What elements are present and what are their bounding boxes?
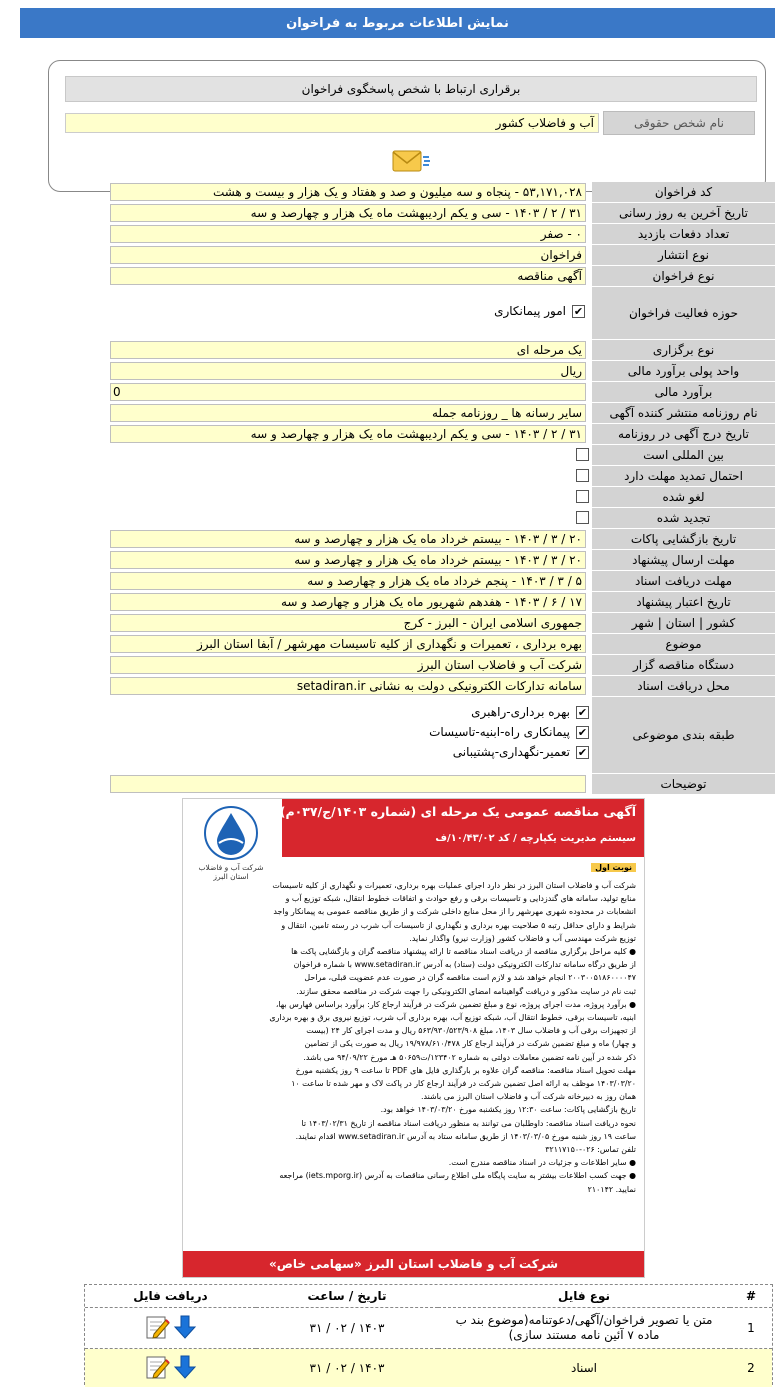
notice-subtitle: سیستم مدیریت یکپارچه / کد ۱۰/۴۳/۰۲/ف: [435, 833, 636, 844]
notice-body-line: ثبت نام در سایت مذکور و دریافت گواهینامه امضای الکترونیکی را جهت شرکت در مناقصه محقق سازند.: [191, 985, 636, 998]
field-label: کشور | استان | شهر: [592, 613, 775, 634]
files-header-row: [85, 1285, 772, 1308]
field-label: احتمال تمدید مهلت دارد: [592, 466, 775, 487]
notice-body-line: ۲۰۰۳۰۰۵۱۸۶۰۰۰۰۴۷ انجام خواهد شد و لازم است مناقصه گران در صورت عدم عضویت قبلی، مراحل: [191, 971, 636, 984]
field-value: ۲۰ / ۳ / ۱۴۰۳ - بیستم خرداد ماه یک هزار و چهارصد و سه: [110, 530, 586, 548]
field-label: نوع انتشار: [592, 245, 775, 266]
file-num: 2: [730, 1349, 772, 1387]
notice-body-line: نحوه دریافت اسناد مناقصه: داوطلبان می توانند به منظور دریافت اسناد مناقصه از تاریخ ۱۴۰۳/۰۲/۳۱ تا: [191, 1117, 636, 1130]
field-category: [110, 697, 775, 773]
notice-body-line: ابنیه، تاسیسات برقی، خطوط انتقال آب، شبکه توزیع آب، بهره برداری آب شرب، توزیع نیروی برق و بهره برداری: [191, 1011, 636, 1024]
category-checkbox[interactable]: ✔: [576, 726, 589, 739]
field-publish-type: [110, 245, 775, 265]
notice-body-line: شرایط و دارای حداقل رتبه ۵ صلاحیت بهره برداری و نگهداری از تاسیسات آب شرب در رسته تامین، انتقال و: [191, 919, 636, 932]
category-checkbox[interactable]: ✔: [576, 706, 589, 719]
field-label: نوع فراخوان: [592, 266, 775, 287]
field-label: دستگاه مناقصه گزار: [592, 655, 775, 676]
notice-body-line: از تجهیزات برقی آب و فاضلاب سال ۱۴۰۳، مبلغ ۵۶۳/۹۳۰/۵۲۳/۹۰۸ ریال و مدت اجرای کار ۲۴ (بیست: [191, 1024, 636, 1037]
category-item: [471, 705, 589, 719]
contact-name-value: آب و فاضلاب کشور: [65, 113, 599, 133]
field-estimate: [110, 382, 775, 402]
field-activity: [110, 287, 775, 339]
field-label: تاریخ آخرین به روز رسانی: [592, 203, 775, 224]
download-arrow-icon[interactable]: [172, 1354, 198, 1380]
field-value: 0: [110, 383, 586, 401]
field-submit-deadline: [110, 550, 775, 570]
field-value: سایر رسانه ها _ روزنامه جمله: [110, 404, 586, 422]
water-drop-logo-icon: [201, 805, 261, 861]
field-value: سامانه تدارکات الکترونیکی دولت به نشانی setadiran.ir: [110, 677, 586, 695]
field-label: لغو شده: [592, 487, 775, 508]
field-label: موضوع: [592, 634, 775, 655]
field-value: ۰ - صفر: [110, 225, 586, 243]
file-num: 1: [730, 1308, 772, 1349]
field-value: شرکت آب و فاضلاب استان البرز: [110, 656, 586, 674]
notice-body-line: انشعابات در محدوده شهری مهرشهر را از محل منابع داخلی شرکت و از طریق مناقصه عمومی به پیمانکار واجد: [191, 905, 636, 918]
field-label: حوزه فعالیت فراخوان: [592, 287, 775, 340]
field-call-type: [110, 266, 775, 286]
contact-heading[interactable]: برقراری ارتباط با شخص پاسخگوی فراخوان: [65, 76, 757, 102]
col-num: #: [730, 1285, 772, 1308]
col-date: تاریخ / ساعت: [256, 1285, 438, 1308]
field-label: طبقه بندی موضوعی: [592, 697, 775, 774]
category-item-label: تعمیر-نگهداری-پشتیبانی: [453, 745, 570, 759]
field-value: ۳۱ / ۲ / ۱۴۰۳ - سی و یکم اردیبهشت ماه یک هزار و چهارصد و سه: [110, 204, 586, 222]
notice-body-line: ● برآورد پروژه، مدت اجرای پروژه، نوع و مبلغ تضمین شرکت در فرآیند ارجاع کار: برآورد براساس فهارس بها،: [191, 998, 636, 1011]
category-item: [453, 745, 589, 759]
field-visits: [110, 224, 775, 244]
field-value: بهره برداری ، تعمیرات و نگهداری از کلیه تاسیسات مهرشهر / آبفا استان البرز: [110, 635, 586, 653]
field-value: ۵ / ۳ / ۱۴۰۳ - پنجم خرداد ماه یک هزار و چهارصد و سه: [110, 572, 586, 590]
field-newspaper: [110, 403, 775, 423]
col-type: نوع فایل: [438, 1285, 730, 1308]
notice-logo: [189, 803, 273, 887]
notice-body-line: ● سایر اطلاعات و جزئیات در اسناد مناقصه مندرج است.: [191, 1156, 636, 1169]
page: [20, 8, 775, 1385]
field-subject: [110, 634, 775, 654]
notice-body-line: از طریق درگاه سامانه تدارکات الکترونیکی دولت (ستاد) به آدرس www.setadiran.ir با شماره فراخوان: [191, 958, 636, 971]
files-table: [84, 1284, 773, 1385]
notice-body-line: ساعت ۱۹ روز شنبه مورخ ۱۴۰۳/۰۳/۰۵ از طریق سامانه ستاد به آدرس www.setadiran.ir اقدام نمایند.: [191, 1130, 636, 1143]
notice-image[interactable]: [182, 798, 645, 1278]
field-value: یک مرحله ای: [110, 341, 586, 359]
renewed-checkbox[interactable]: [576, 511, 589, 524]
field-organizer: [110, 655, 775, 675]
file-type: اسناد: [438, 1349, 730, 1387]
field-validity: [110, 592, 775, 612]
notice-title: آگهی مناقصه عمومی یک مرحله ای (شماره ۱۴۰۳/ج/۰۳۷م): [280, 804, 636, 819]
file-download: [85, 1308, 256, 1349]
field-renewed: [110, 508, 775, 528]
field-value: ۳۱ / ۲ / ۱۴۰۳ - سی و یکم اردیبهشت ماه یک هزار و چهارصد و سه: [110, 425, 586, 443]
notice-body-line: و چهار) ماه و مبلغ تضمین شرکت در فرآیند ارجاع کار ۱۹/۹۷۸/۶۱۰/۴۷۸ ریال به صورت یکی از تضامین: [191, 1037, 636, 1050]
field-label: تاریخ اعتبار پیشنهاد: [592, 592, 775, 613]
field-opening-date: [110, 529, 775, 549]
extension-checkbox[interactable]: [576, 469, 589, 482]
table-row: [85, 1308, 772, 1349]
field-value: جمهوری اسلامی ایران - البرز - کرج: [110, 614, 586, 632]
notice-body-line: توزیع شرکت مهندسی آب و فاضلاب کشور (وزارت نیرو) واگذار نماید.: [191, 932, 636, 945]
notice-body-line: مهلت تحویل اسناد مناقصه: مناقصه گران علاوه بر بارگذاری فایل های PDF تا ساعت ۹ روز یکشنبه مورخ: [191, 1064, 636, 1077]
field-label: نوع برگزاری: [592, 340, 775, 361]
category-item-label: پیمانکاری راه-ابنیه-تاسیسات: [429, 725, 570, 739]
field-hold-type: [110, 340, 775, 360]
category-item-label: بهره برداری-راهبری: [471, 705, 570, 719]
notice-body-line: همان روز به دبیرخانه شرکت آب و فاضلاب استان البرز می باشند.: [191, 1090, 636, 1103]
field-label: تجدید شده: [592, 508, 775, 529]
field-label: بین المللی است: [592, 445, 775, 466]
field-doc-deadline: [110, 571, 775, 591]
field-label: برآورد مالی: [592, 382, 775, 403]
field-cancelled: [110, 487, 775, 507]
field-label: واحد پولی برآورد مالی: [592, 361, 775, 382]
field-value: ۲۰ / ۳ / ۱۴۰۳ - بیستم خرداد ماه یک هزار و چهارصد و سه: [110, 551, 586, 569]
notice-logo-caption: شرکت آب و فاضلاب استان البرز: [189, 863, 273, 881]
download-arrow-icon[interactable]: [172, 1314, 198, 1340]
notice-body-line: تلفن تماس: ۰۲۶-۳۲۱۱۷۱۵۰: [191, 1143, 636, 1156]
field-label: توضیحات: [592, 774, 775, 795]
notice-header: [282, 799, 644, 857]
page-title: نمایش اطلاعات مربوط به فراخوان: [20, 8, 775, 38]
edit-document-icon[interactable]: [144, 1354, 170, 1380]
edit-document-icon[interactable]: [144, 1314, 170, 1340]
field-currency: [110, 361, 775, 381]
field-label: کد فراخوان: [592, 182, 775, 203]
notice-body-line: منابع تولید، سامانه های گندزدایی و تاسیسات برقی و رفع حوادث و اتفاقات خطوط انتقال، شبکه توزیع آب و: [191, 892, 636, 905]
field-label: تاریخ درج آگهی در روزنامه: [592, 424, 775, 445]
notice-body-line: تاریخ بازگشایی پاکات: ساعت ۱۲:۳۰ روز یکشنبه مورخ ۱۴۰۳/۰۳/۲۰ خواهد بود.: [191, 1103, 636, 1116]
field-value: [110, 775, 586, 793]
notice-body-line: ● جهت کسب اطلاعات بیشتر به سایت پایگاه ملی اطلاع رسانی مناقصات به آدرس (iets.mporg.ir) مراجعه: [191, 1169, 636, 1182]
field-newspaper-date: [110, 424, 775, 444]
notice-body-line: ۱۴۰۳/۰۳/۲۰ موظف به ارائه اصل تضمین شرکت در فرآیند ارجاع کار در پاکت لاک و مهر شده تا ساعت ۱۰: [191, 1077, 636, 1090]
activity-option: [494, 304, 585, 318]
field-label: تاریخ بازگشایی پاکات: [592, 529, 775, 550]
file-type: متن یا تصویر فراخوان/آگهی/دعوتنامه(موضوع بند ب ماده ۷ آئین نامه مستند سازی): [438, 1308, 730, 1349]
cancelled-checkbox[interactable]: [576, 490, 589, 503]
notice-body: [191, 879, 636, 1241]
category-item: [429, 725, 589, 739]
col-download: دریافت فایل: [85, 1285, 256, 1308]
field-last-update: [110, 203, 775, 223]
activity-checkbox[interactable]: ✔: [572, 305, 585, 318]
field-label: مهلت دریافت اسناد: [592, 571, 775, 592]
file-date: ۱۴۰۳ / ۰۲ / ۳۱: [256, 1349, 438, 1387]
field-value: فراخوان: [110, 246, 586, 264]
field-code: [110, 182, 775, 202]
notice-body-line: ذکر شده در آیین نامه تضمین معاملات دولتی به شماره ۱۲۳۴۰۲/ت۵۰۶۵۹ هـ مورخ ۹۴/۰۹/۲۲ می باشد.: [191, 1051, 636, 1064]
field-description: [110, 774, 775, 794]
notice-body-line: نمایید. ۲۱۰۱۴۲: [191, 1183, 636, 1196]
contact-name-label: نام شخص حقوقی: [603, 111, 755, 135]
field-label: مهلت ارسال پیشنهاد: [592, 550, 775, 571]
notice-turn: نوبت اول: [591, 863, 636, 872]
field-international: [110, 445, 775, 465]
field-extension: [110, 466, 775, 486]
field-value: ۵۳,۱۷۱,۰۲۸ - پنجاه و سه میلیون و صد و هفتاد و یک هزار و بیست و هشت: [110, 183, 586, 201]
notice-body-line: شرکت آب و فاضلاب استان البرز در نظر دارد اجرای عملیات بهره برداری، تعمیرات و نگهداری از کلیه تاسیسات: [191, 879, 636, 892]
international-checkbox[interactable]: [576, 448, 589, 461]
category-checkbox[interactable]: ✔: [576, 746, 589, 759]
contact-panel: [48, 60, 766, 192]
activity-option-label: امور پیمانکاری: [494, 304, 566, 318]
field-value: آگهی مناقصه: [110, 267, 586, 285]
field-doc-place: [110, 676, 775, 696]
file-download: [85, 1349, 256, 1387]
field-label: نام روزنامه منتشر کننده آگهی: [592, 403, 775, 424]
field-value: ریال: [110, 362, 586, 380]
file-date: ۱۴۰۳ / ۰۲ / ۳۱: [256, 1308, 438, 1349]
notice-body-line: ● کلیه مراحل برگزاری مناقصه از دریافت اسناد مناقصه تا ارائه پیشنهاد مناقصه گران و بازگشایی پاکت ها: [191, 945, 636, 958]
field-label: محل دریافت اسناد: [592, 676, 775, 697]
field-location: [110, 613, 775, 633]
field-value: ۱۷ / ۶ / ۱۴۰۳ - هفدهم شهریور ماه یک هزار و چهارصد و سه: [110, 593, 586, 611]
notice-footer: شرکت آب و فاضلاب استان البرز «سهامی خاص»: [183, 1251, 644, 1277]
envelope-icon[interactable]: [387, 145, 431, 179]
field-label: تعداد دفعات بازدید: [592, 224, 775, 245]
table-row: [85, 1349, 772, 1387]
